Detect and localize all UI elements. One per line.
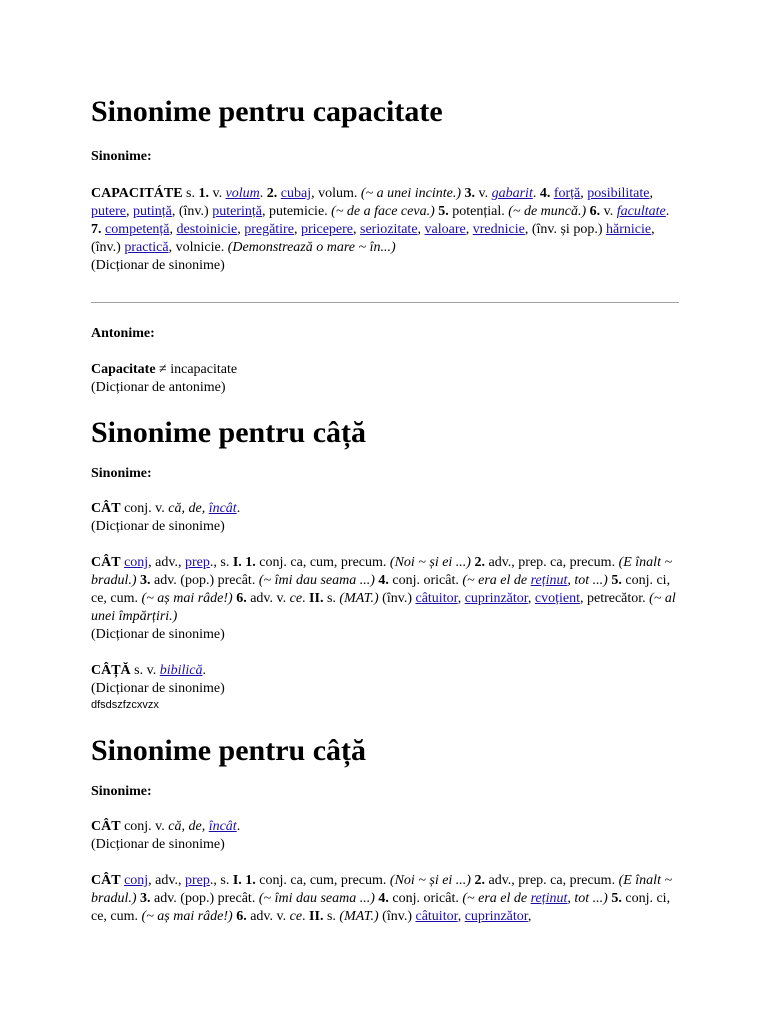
text: conj. ca, cum, precum. — [255, 873, 390, 888]
text: . — [302, 591, 310, 606]
text: potențial. — [448, 204, 509, 219]
link-competenta[interactable]: competență — [105, 222, 170, 237]
synonyms-label: Sinonime: — [91, 466, 152, 481]
text: , — [125, 204, 133, 219]
sense-number: 6. — [236, 909, 247, 924]
source-line: (Dicționar de sinonime) — [91, 627, 225, 642]
text: , — [465, 222, 473, 237]
example: (Demonstrează o mare ~ în...) — [227, 240, 396, 255]
source-line: (Dicționar de sinonime) — [91, 681, 225, 696]
sense-number: 3. — [140, 891, 151, 906]
link-pregatire[interactable]: pregătire — [244, 222, 294, 237]
sense-number: 5. — [438, 204, 449, 219]
text: , — [417, 222, 425, 237]
text: , volum. — [311, 186, 361, 201]
sense-number: II. — [309, 909, 324, 924]
example: (~ era el de — [462, 573, 531, 588]
link-posibilitate[interactable]: posibilitate — [587, 186, 650, 201]
example: , tot ...) — [567, 573, 608, 588]
text: ≠ incapacitate — [155, 362, 238, 377]
text: , — [527, 591, 535, 606]
link-gabarit[interactable]: gabarit — [491, 186, 533, 201]
link-volum[interactable]: volum — [225, 186, 260, 201]
link-practica[interactable]: practică — [124, 240, 169, 255]
example: (~ de a face ceva.) — [331, 204, 435, 219]
text: . — [202, 663, 206, 678]
entry-cat-1 — [91, 818, 681, 836]
link-vrednicie[interactable]: vrednicie — [472, 222, 525, 237]
text: adv. (pop.) precât. — [150, 573, 259, 588]
text: adv. (pop.) precât. — [150, 891, 259, 906]
example: , tot ...) — [567, 891, 608, 906]
source-line: (Dicționar de sinonime) — [91, 837, 225, 852]
example: (~ îmi dau seama ...) — [258, 573, 375, 588]
text: . — [532, 186, 540, 201]
link-catuitor[interactable]: câtuitor — [415, 591, 458, 606]
source-line: (Dicționar de sinonime) — [91, 258, 225, 273]
text: , (înv.) — [91, 222, 655, 255]
example: (~ a unei incinte.) — [360, 186, 462, 201]
text: s. — [182, 186, 199, 201]
text: . — [302, 909, 310, 924]
headword: CÂT — [91, 501, 121, 516]
link-puterinta[interactable]: puterință — [212, 204, 262, 219]
link-catuitor[interactable]: câtuitor — [415, 909, 458, 924]
example: (~ îmi dau seama ...) — [258, 891, 375, 906]
text: (înv.) — [378, 909, 416, 924]
link-cuprinzator[interactable]: cuprinzător — [464, 591, 528, 606]
link-cuprinzator[interactable]: cuprinzător — [464, 909, 528, 924]
headword: CÂT — [91, 819, 121, 834]
sense-number: 6. — [589, 204, 601, 219]
sense-number: 6. — [236, 591, 247, 606]
text: s. — [323, 909, 340, 924]
sense-number: I. 1. — [232, 555, 256, 570]
text: v. — [208, 186, 226, 201]
link-retinut[interactable]: reținut — [530, 891, 568, 906]
section-title: Sinonime pentru câță — [91, 416, 367, 449]
text: ., s. — [209, 555, 233, 570]
text: conj. ci, ce, cum. — [91, 573, 671, 606]
link-incat[interactable]: încât — [208, 819, 237, 834]
link-facultate[interactable]: facultate — [616, 204, 666, 219]
text: ., s. — [209, 873, 233, 888]
example: (MAT.) — [339, 909, 379, 924]
headword: CÂT — [91, 555, 121, 570]
sense-number: 2. — [266, 186, 278, 201]
text: , volnicie. — [168, 240, 228, 255]
sense-number: 3. — [140, 573, 151, 588]
text: , adv., — [148, 555, 185, 570]
link-bibilica[interactable]: bibilică — [159, 663, 203, 678]
example: (~ era el de — [462, 891, 531, 906]
text: v. — [600, 204, 617, 219]
example: ce — [289, 909, 303, 924]
text: , — [353, 222, 361, 237]
headword: CÂȚĂ — [91, 663, 131, 678]
sense-number: 5. — [611, 573, 622, 588]
text: , adv., — [148, 873, 185, 888]
link-destoinicie[interactable]: destoinicie — [176, 222, 238, 237]
link-valoare[interactable]: valoare — [424, 222, 466, 237]
headword: CAPACITÁTE — [91, 186, 183, 201]
example: (Noi ~ și ei ...) — [389, 873, 471, 888]
sense-number: 4. — [378, 891, 389, 906]
section-title: Sinonime pentru câță — [91, 734, 367, 767]
text: s. v. — [130, 663, 160, 678]
page-title: Sinonime pentru capacitate — [91, 95, 443, 128]
entry-cat-1 — [91, 500, 681, 518]
text: conj. ci, ce, cum. — [91, 891, 671, 924]
sense-number: 4. — [539, 186, 551, 201]
headword: CÂT — [91, 873, 121, 888]
example: (Noi ~ și ei ...) — [389, 555, 471, 570]
text: adv. v. — [246, 591, 290, 606]
example: (~ aș mai râde!) — [141, 591, 233, 606]
text: , (înv. și pop.) — [524, 222, 606, 237]
text: , — [457, 591, 465, 606]
text: conj. oricât. — [388, 573, 463, 588]
link-cubaj[interactable]: cubaj — [280, 186, 312, 201]
sense-number: 5. — [611, 891, 622, 906]
text: adv. v. — [246, 909, 290, 924]
text: conj. ca, cum, precum. — [255, 555, 390, 570]
text: adv., prep. ca, precum. — [484, 873, 619, 888]
entry-cat-2 — [91, 872, 681, 926]
link-pricepere[interactable]: pricepere — [300, 222, 354, 237]
text: . — [236, 819, 241, 834]
example: (~ de muncă.) — [508, 204, 587, 219]
sense-number: 2. — [474, 555, 485, 570]
example: (E înalt ~ bradul.) — [91, 555, 673, 588]
link-seriozitate[interactable]: seriozitate — [360, 222, 418, 237]
example: (~ al unei împărțiri.) — [91, 591, 676, 624]
example: (MAT.) — [339, 591, 379, 606]
example: ce — [289, 591, 303, 606]
text: , — [527, 909, 532, 924]
text: , — [169, 222, 177, 237]
link-prep[interactable]: prep — [184, 555, 210, 570]
entry-capacitate — [91, 185, 681, 257]
text: , putemicie. — [261, 204, 332, 219]
antonyms-label: Antonime: — [91, 326, 155, 341]
content — [91, 94, 681, 926]
example: că, de, — [168, 819, 209, 834]
text: , — [649, 186, 653, 201]
link-forta[interactable]: forță — [553, 186, 581, 201]
link-harnicie[interactable]: hărnicie — [606, 222, 652, 237]
entry-cat-2 — [91, 554, 681, 626]
sense-number: 7. — [91, 222, 102, 237]
example: că, de, — [168, 501, 209, 516]
sense-number: 4. — [378, 573, 389, 588]
text: , — [237, 222, 245, 237]
stray-text: dfsdszfzcxvzx — [91, 699, 159, 711]
sense-number: 3. — [464, 186, 476, 201]
example: (~ aș mai râde!) — [141, 909, 233, 924]
text: conj. v. — [120, 819, 169, 834]
text: . — [236, 501, 241, 516]
source-line: (Dicționar de antonime) — [91, 380, 226, 395]
synonyms-label: Sinonime: — [91, 784, 152, 799]
text: s. — [323, 591, 340, 606]
text: (înv.) — [378, 591, 416, 606]
text: . — [665, 204, 670, 219]
synonyms-label: Sinonime: — [91, 149, 152, 164]
link-prep[interactable]: prep — [184, 873, 210, 888]
link-putinta[interactable]: putință — [132, 204, 172, 219]
sense-number: I. 1. — [232, 873, 256, 888]
link-incat[interactable]: încât — [208, 501, 237, 516]
entry-cata — [91, 662, 681, 680]
text: , — [457, 909, 465, 924]
example: (E înalt ~ bradul.) — [91, 873, 673, 906]
link-putere[interactable]: putere — [91, 204, 126, 219]
antonym-entry — [91, 361, 681, 379]
sense-number: 2. — [474, 873, 485, 888]
text: v. — [475, 186, 492, 201]
text: . — [259, 186, 267, 201]
sense-number: 1. — [198, 186, 209, 201]
link-conj[interactable]: conj — [124, 555, 149, 570]
text: , — [293, 222, 301, 237]
link-cvotient[interactable]: cvoțient — [534, 591, 580, 606]
text: conj. v. — [120, 501, 169, 516]
text: conj. oricât. — [388, 891, 463, 906]
text: , (înv.) — [171, 204, 213, 219]
sense-number: II. — [309, 591, 324, 606]
text: , petrecător. — [579, 591, 650, 606]
headword: Capacitate — [91, 362, 156, 377]
link-conj[interactable]: conj — [124, 873, 149, 888]
source-line: (Dicționar de sinonime) — [91, 519, 225, 534]
text: adv., prep. ca, precum. — [484, 555, 619, 570]
link-retinut[interactable]: reținut — [530, 573, 568, 588]
text: , — [580, 186, 588, 201]
